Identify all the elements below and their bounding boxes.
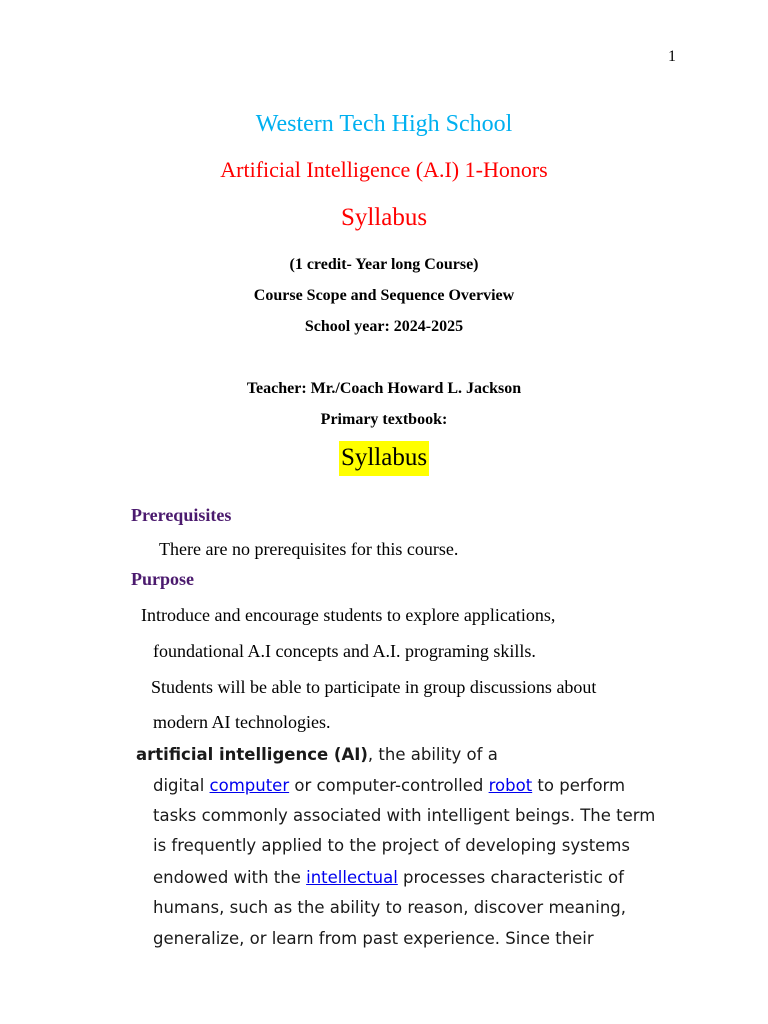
highlighted-syllabus: Syllabus — [339, 441, 429, 476]
definition-first-line — [136, 745, 498, 764]
syllabus-title: Syllabus — [340, 204, 428, 231]
purpose-line: Students will be able to participate in group discussions about — [151, 677, 597, 697]
page-number: 1 — [668, 48, 676, 65]
school-name: Western Tech High School — [255, 111, 513, 137]
definition-text: or computer-controlled — [289, 776, 489, 795]
purpose-heading: Purpose — [131, 569, 194, 589]
intellectual-link[interactable]: intellectual — [306, 868, 398, 887]
course-title: Artificial Intelligence (A.I) 1-Honors — [220, 157, 548, 182]
computer-link[interactable]: computer — [209, 776, 290, 795]
robot-link[interactable]: robot — [488, 776, 533, 795]
definition-line: generalize, or learn from past experience. Since their — [153, 929, 594, 948]
prerequisites-text: There are no prerequisites for this course. — [159, 539, 459, 559]
definition-line — [153, 776, 625, 795]
purpose-line: Introduce and encourage students to explore applications, — [141, 605, 556, 625]
definition-line: is frequently applied to the project of developing systems — [153, 836, 631, 855]
credit-info: (1 credit- Year long Course) — [289, 256, 479, 273]
purpose-line: modern AI technologies. — [153, 712, 331, 732]
definition-text: digital — [153, 776, 210, 795]
textbook-label: Primary textbook: — [320, 411, 448, 428]
definition-line — [153, 868, 624, 887]
definition-line: tasks commonly associated with intelligent beings. The term — [153, 806, 656, 825]
definition-text: processes characteristic of — [397, 868, 624, 887]
definition-text: to perform — [532, 776, 626, 795]
highlighted-heading — [0, 441, 768, 476]
definition-term: artificial intelligence (AI) — [136, 745, 368, 764]
teacher-name: Teacher: Mr./Coach Howard L. Jackson — [246, 380, 522, 397]
school-year: School year: 2024-2025 — [304, 318, 464, 335]
definition-line: humans, such as the ability to reason, discover meaning, — [153, 898, 627, 917]
primary-textbook — [0, 411, 768, 429]
scope-overview: Course Scope and Sequence Overview — [253, 287, 515, 304]
purpose-line: foundational A.I concepts and A.I. programing skills. — [153, 641, 536, 661]
prerequisites-heading: Prerequisites — [131, 505, 232, 525]
definition-text: , the ability of a — [367, 745, 498, 764]
definition-text: endowed with the — [153, 868, 307, 887]
